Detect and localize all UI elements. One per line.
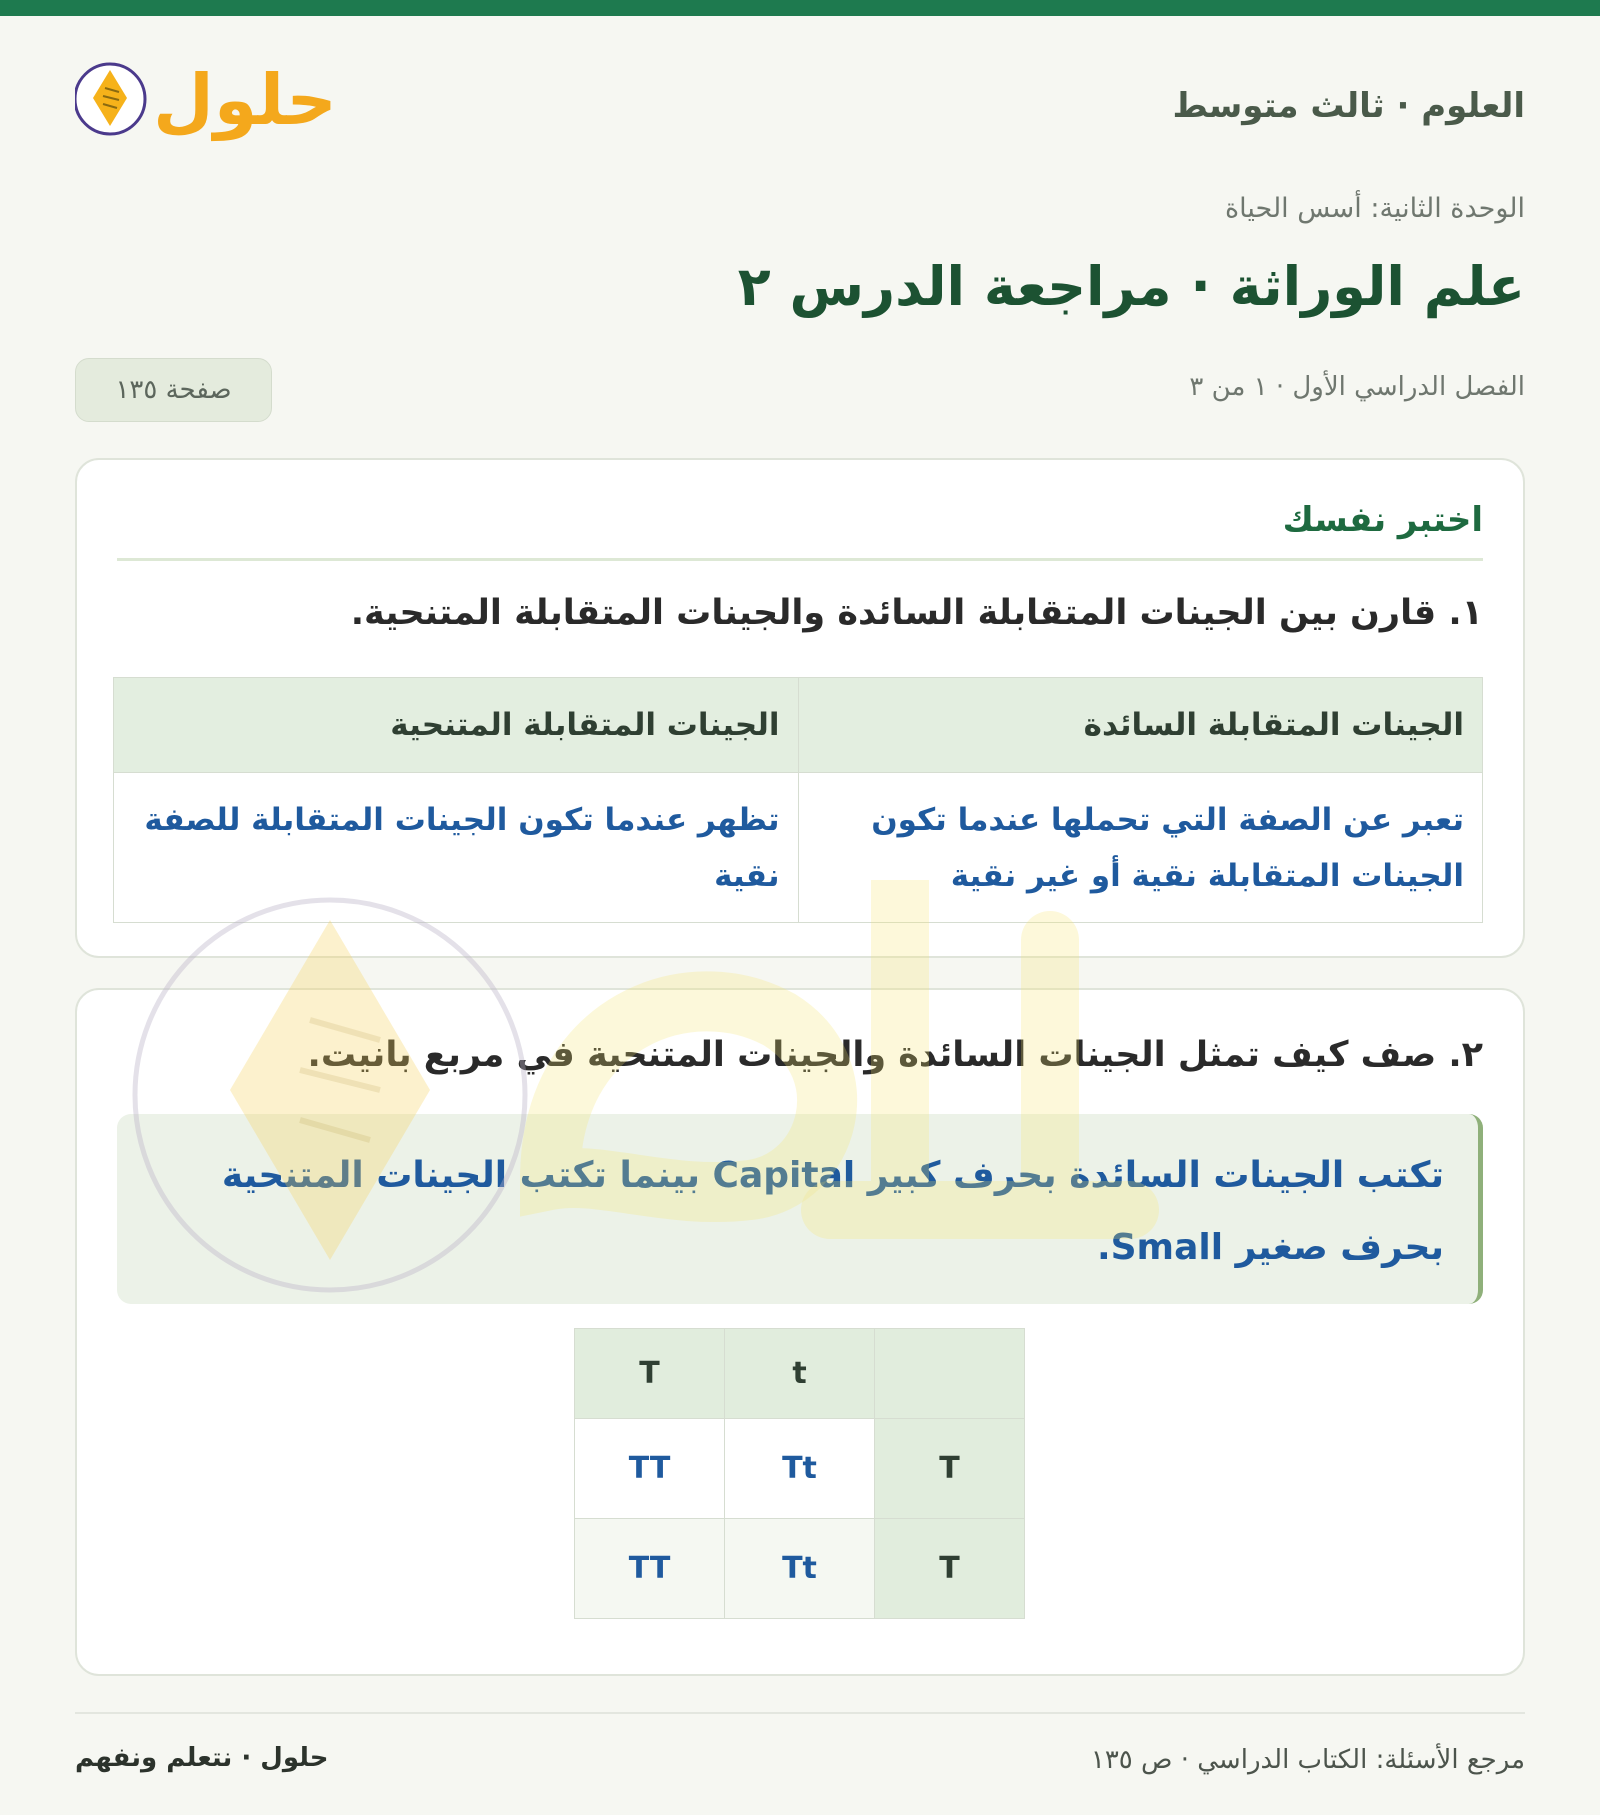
page-header [75, 50, 1525, 175]
footer-divider [75, 1712, 1525, 1714]
table-header-dominant: الجينات المتقابلة السائدة [798, 678, 1483, 773]
question-2: ٢. صف كيف تمثل الجينات السائدة والجينات المتنحية في مربع بانيت. [307, 1035, 1483, 1075]
question-card-1 [75, 458, 1525, 958]
page-number-badge: صفحة ١٣٥ [75, 358, 272, 422]
meta-row [75, 358, 1525, 422]
punnett-row [575, 1419, 1025, 1519]
semester-label: الفصل الدراسي الأول · ١ من ٣ [1189, 372, 1525, 402]
punnett-side-cell: T [875, 1519, 1025, 1619]
punnett-cell: Tt [725, 1519, 875, 1619]
book-icon [75, 50, 345, 175]
question-card-2 [75, 988, 1525, 1676]
punnett-side-cell: T [875, 1419, 1025, 1519]
footer-reference: مرجع الأسئلة: الكتاب الدراسي · ص ١٣٥ [1090, 1745, 1525, 1775]
punnett-cell: Tt [725, 1419, 875, 1519]
table-row [114, 773, 1483, 923]
punnett-row [575, 1519, 1025, 1619]
section-heading: اختبر نفسك [1282, 500, 1483, 540]
footer-brand: حلول · نتعلم ونفهم [75, 1743, 329, 1773]
svg-text:حلول: حلول [153, 59, 337, 141]
hulul-logo[interactable] [75, 50, 345, 175]
divider [117, 558, 1483, 561]
top-accent-bar [0, 0, 1600, 16]
question-1: ١. قارن بين الجينات المتقابلة السائدة والجينات المتقابلة المتنحية. [350, 593, 1483, 633]
answer-box: تكتب الجينات السائدة بحرف كبير Capital بينما تكتب الجينات المتنحية بحرف صغير Small. [117, 1114, 1483, 1304]
punnett-cell: TT [575, 1519, 725, 1619]
punnett-cell: TT [575, 1419, 725, 1519]
subject-label: العلوم · ثالث متوسط [1172, 86, 1525, 126]
punnett-header-cell: t [725, 1329, 875, 1419]
unit-label: الوحدة الثانية: أسس الحياة [1225, 193, 1525, 224]
punnett-corner-cell [875, 1329, 1025, 1419]
comparison-table [113, 677, 1483, 923]
punnett-header-cell: T [575, 1329, 725, 1419]
punnett-square [574, 1328, 1025, 1619]
page-title: علم الوراثة · مراجعة الدرس ٢ [737, 255, 1525, 318]
answer-dominant: تعبر عن الصفة التي تحملها عندما تكون الجينات المتقابلة نقية أو غير نقية [798, 773, 1483, 923]
table-header-recessive: الجينات المتقابلة المتنحية [114, 678, 799, 773]
answer-recessive: تظهر عندما تكون الجينات المتقابلة للصفة نقية [114, 773, 799, 923]
